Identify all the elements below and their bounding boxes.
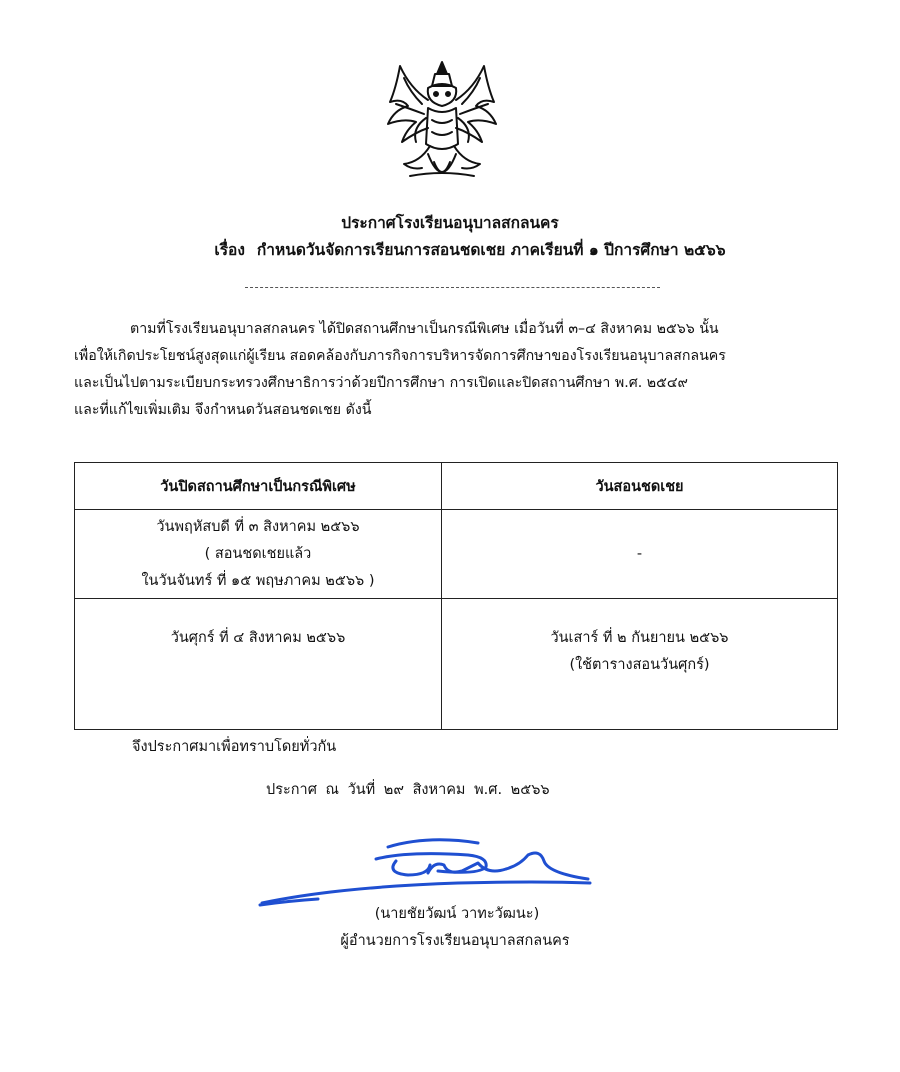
garuda-emblem-icon bbox=[382, 58, 502, 190]
header-closed-day: วันปิดสถานศึกษาเป็นกรณีพิเศษ bbox=[75, 463, 442, 510]
body-line: และที่แก้ไขเพิ่มเติม จึงกำหนดวันสอนชดเชย ดังนี้ bbox=[74, 402, 372, 418]
signer-position: ผู้อำนวยการโรงเรียนอนุบาลสกลนคร bbox=[340, 933, 570, 949]
schedule-table bbox=[74, 462, 838, 730]
subject-label: เรื่อง bbox=[214, 241, 245, 259]
announcement-header bbox=[0, 210, 900, 264]
closed-day-cell bbox=[75, 599, 442, 730]
closing-statement: จึงประกาศมาเพื่อทราบโดยทั่วกัน bbox=[132, 739, 337, 755]
cell-text: (ใช้ตารางสอนวันศุกร์) bbox=[569, 657, 710, 673]
announcement-subject: กำหนดวันจัดการเรียนการสอนชดเชย ภาคเรียนที่ ๑ ปีการศึกษา ๒๕๖๖ bbox=[256, 241, 726, 259]
closed-day-cell bbox=[75, 510, 442, 599]
announcement-body bbox=[74, 316, 834, 424]
header-divider bbox=[245, 287, 660, 288]
table-header-row bbox=[75, 463, 838, 510]
table-row bbox=[75, 599, 838, 730]
makeup-day-cell bbox=[442, 510, 838, 599]
cell-text: วันเสาร์ ที่ ๒ กันยายน ๒๕๖๖ bbox=[550, 630, 729, 646]
body-line: เพื่อให้เกิดประโยชน์สูงสุดแก่ผู้เรียน สอดคล้องกับภารกิจการบริหารจัดการศึกษาของโรงเรียนอนุบาลสกลนคร bbox=[74, 348, 726, 364]
cell-text: ( สอนชดเชยแล้ว bbox=[204, 545, 312, 562]
body-line: ตามที่โรงเรียนอนุบาลสกลนคร ได้ปิดสถานศึกษาเป็นกรณีพิเศษ เมื่อวันที่ ๓–๔ สิงหาคม ๒๕๖๖ นั้น bbox=[130, 321, 719, 337]
announcement-title: ประกาศโรงเรียนอนุบาลสกลนคร bbox=[341, 214, 559, 232]
header-makeup-day: วันสอนชดเชย bbox=[442, 463, 838, 510]
cell-text: วันศุกร์ ที่ ๔ สิงหาคม ๒๕๖๖ bbox=[170, 630, 346, 646]
signer-block bbox=[0, 901, 900, 955]
cell-text: วันพฤหัสบดี ที่ ๓ สิงหาคม ๒๕๖๖ bbox=[156, 518, 360, 535]
signer-name: (นายชัยวัฒน์ วาทะวัฒนะ) bbox=[374, 906, 540, 922]
table-row bbox=[75, 510, 838, 599]
cell-text: ในวันจันทร์ ที่ ๑๕ พฤษภาคม ๒๕๖๖ ) bbox=[141, 572, 375, 589]
makeup-day-cell bbox=[442, 599, 838, 730]
announcement-date: ประกาศ ณ วันที่ ๒๙ สิงหาคม พ.ศ. ๒๕๖๖ bbox=[266, 782, 550, 798]
announcement-subject-line bbox=[0, 237, 900, 264]
cell-text: - bbox=[636, 545, 643, 562]
body-line: และเป็นไปตามระเบียบกระทรวงศึกษาธิการว่าด้วยปีการศึกษา การเปิดและปิดสถานศึกษา พ.ศ. ๒๕๔๙ bbox=[74, 375, 688, 391]
